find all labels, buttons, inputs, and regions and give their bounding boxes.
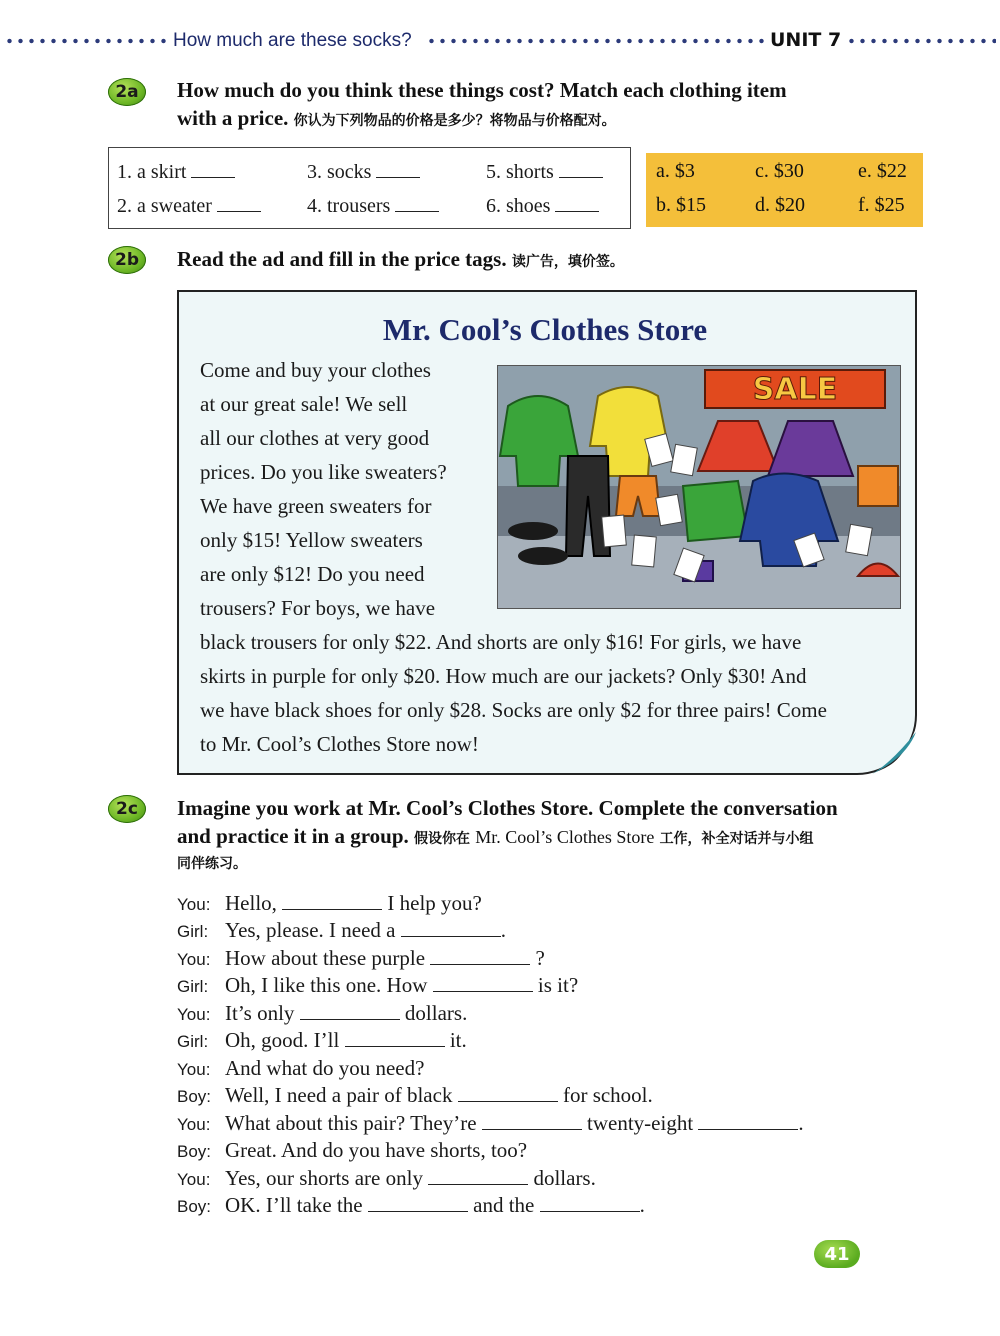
section-badge-2c: 2c xyxy=(108,795,146,823)
ad-text-line: at our great sale! We sell xyxy=(200,392,408,416)
answer-blank[interactable] xyxy=(555,194,599,212)
price-d: d. $20 xyxy=(755,194,805,216)
speaker-label: You: xyxy=(177,950,211,969)
dialogue-text: dollars. xyxy=(404,1001,468,1025)
instruction-2c-line3: 同伴练习。 xyxy=(177,856,247,872)
dialogue-blank[interactable] xyxy=(401,919,501,937)
store-title: Mr. Cool’s Clothes Store xyxy=(382,312,708,347)
instruction-2b xyxy=(177,245,624,276)
dialogue-text: ? xyxy=(535,946,545,970)
store-illustration xyxy=(497,365,901,609)
ad-text-line: skirts in purple for only $20. How much are our jackets? Only $30! And xyxy=(200,664,807,688)
ad-text-line: are only $12! Do you need xyxy=(200,562,425,586)
dialogue-text: It’s only xyxy=(225,1001,295,1025)
item-label: 6. shoes xyxy=(486,195,551,217)
instruction-2c-store-name: Mr. Cool’s Clothes Store xyxy=(475,827,655,847)
speaker-label: You: xyxy=(177,1170,211,1189)
price-f: f. $25 xyxy=(858,194,905,216)
dialogue-text: dollars. xyxy=(533,1166,596,1190)
dialogue-blank[interactable] xyxy=(430,947,530,965)
speaker-label: Girl: xyxy=(177,977,209,996)
dialogue-text: Oh, I like this one. How xyxy=(225,973,428,997)
answer-blank[interactable] xyxy=(376,160,420,178)
dialogue-text: twenty-eight xyxy=(587,1111,694,1135)
dialogue-blank[interactable] xyxy=(482,1112,582,1130)
instruction-2b-cn: 读广告，填价签。 xyxy=(511,254,624,270)
sale-sign-text: SALE xyxy=(752,372,838,407)
clothes-store-picture xyxy=(498,366,901,609)
section-badge-2a: 2a xyxy=(108,78,146,106)
dialogue-text: I help you? xyxy=(387,891,482,915)
speaker-label: Boy: xyxy=(177,1087,212,1106)
header-dots-left xyxy=(4,38,168,44)
dialogue-text: Well, I need a pair of black xyxy=(225,1083,453,1107)
page-curl-decoration xyxy=(870,728,918,776)
unit-label: UNIT 7 xyxy=(770,29,842,51)
answer-blank[interactable] xyxy=(559,160,603,178)
answer-blank[interactable] xyxy=(217,194,261,212)
item-label: 1. a skirt xyxy=(117,161,187,183)
ad-text-line: to Mr. Cool’s Clothes Store now! xyxy=(200,732,479,756)
header-dots-middle xyxy=(426,38,766,44)
ad-text-line: black trousers for only $22. And shorts are only $16! For girls, we have xyxy=(200,630,802,654)
dialogue-text: it. xyxy=(449,1028,467,1052)
ad-text-line: all our clothes at very good xyxy=(200,426,430,450)
instruction-2a-cn: 你认为下列物品的价格是多少？将物品与价格配对。 xyxy=(293,113,616,129)
dialogue-text: is it? xyxy=(537,973,579,997)
dialogue-text: And what do you need? xyxy=(225,1056,425,1080)
dialogue-text: . xyxy=(798,1111,804,1135)
dialogue-text: Hello, xyxy=(225,891,277,915)
dialogue-text: OK. I’ll take the xyxy=(225,1193,363,1217)
page-header xyxy=(0,28,1000,56)
item-sweater xyxy=(117,194,261,218)
dialogue-text: Great. And do you have shorts, too? xyxy=(225,1138,528,1162)
instruction-2c xyxy=(177,794,838,875)
header-dots-right xyxy=(846,38,996,44)
ad-text-line: we have black shoes for only $28. Socks are only $2 for three pairs! Come xyxy=(200,698,827,722)
section-badge-2b: 2b xyxy=(108,246,146,274)
instruction-2c-cn-b: 工作，补全对话并与小组 xyxy=(659,831,814,847)
answer-blank[interactable] xyxy=(191,160,235,178)
speaker-label: Boy: xyxy=(177,1142,212,1161)
speaker-label: Girl: xyxy=(177,1032,209,1051)
price-b: b. $15 xyxy=(656,194,706,216)
header-title: How much are these socks? xyxy=(173,30,412,51)
instruction-2b-text: Read the ad and fill in the price tags. xyxy=(177,247,507,271)
dialogue-blank[interactable] xyxy=(428,1167,528,1185)
speaker-label: You: xyxy=(177,1060,211,1079)
page-number: 41 xyxy=(814,1240,860,1268)
instruction-2a xyxy=(177,76,787,135)
price-a: a. $3 xyxy=(656,160,695,182)
dialogue-text: and the xyxy=(473,1193,535,1217)
price-c: c. $30 xyxy=(755,160,804,182)
instruction-2a-line2: with a price. xyxy=(177,106,289,130)
dialogue-text: How about these purple xyxy=(225,946,426,970)
ad-text-line: trousers? For boys, we have xyxy=(200,596,436,620)
item-label: 3. socks xyxy=(307,161,372,183)
instruction-2c-line2: and practice it in a group. xyxy=(177,824,409,848)
dialogue-blank[interactable] xyxy=(698,1112,798,1130)
item-trousers xyxy=(307,194,439,218)
item-skirt xyxy=(117,160,235,184)
ad-text-line: prices. Do you like sweaters? xyxy=(200,460,447,484)
item-shorts xyxy=(486,160,603,184)
item-label: 5. shorts xyxy=(486,161,554,183)
dialogue-text: What about this pair? They’re xyxy=(225,1111,477,1135)
dialogue-text: Yes, our shorts are only xyxy=(225,1166,423,1190)
item-label: 2. a sweater xyxy=(117,195,212,217)
price-e: e. $22 xyxy=(858,160,907,182)
dialogue-text: for school. xyxy=(562,1083,653,1107)
speaker-label: Boy: xyxy=(177,1197,212,1216)
answer-blank[interactable] xyxy=(395,194,439,212)
speaker-label: You: xyxy=(177,1005,211,1024)
instruction-2c-cn-a: 假设你在 xyxy=(414,831,471,847)
item-label: 4. trousers xyxy=(307,195,391,217)
dialogue-text: . xyxy=(500,918,506,942)
dialogue-blank[interactable] xyxy=(458,1084,558,1102)
ad-text-line: only $15! Yellow sweaters xyxy=(200,528,423,552)
dialogue-text: . xyxy=(639,1193,645,1217)
dialogue-blank[interactable] xyxy=(368,1194,468,1212)
dialogue-blank[interactable] xyxy=(300,1002,400,1020)
dialogue-blank[interactable] xyxy=(282,892,382,910)
instruction-2a-line1: How much do you think these things cost? Match each clothing item xyxy=(177,78,787,102)
dialogue-blank[interactable] xyxy=(433,974,533,992)
dialogue-text: Oh, good. I’ll xyxy=(225,1028,340,1052)
dialogue-blank[interactable] xyxy=(540,1194,640,1212)
speaker-label: Girl: xyxy=(177,922,209,941)
dialogue-text: Yes, please. I need a xyxy=(225,918,396,942)
speaker-label: You: xyxy=(177,1115,211,1134)
speaker-label: You: xyxy=(177,895,211,914)
instruction-2c-line1: Imagine you work at Mr. Cool’s Clothes Store. Complete the conversation xyxy=(177,796,838,820)
item-shoes xyxy=(486,194,599,218)
item-socks xyxy=(307,160,420,184)
dialogue-blank[interactable] xyxy=(345,1029,445,1047)
ad-text-line: We have green sweaters for xyxy=(200,494,432,518)
ad-text-line: Come and buy your clothes xyxy=(200,358,431,382)
